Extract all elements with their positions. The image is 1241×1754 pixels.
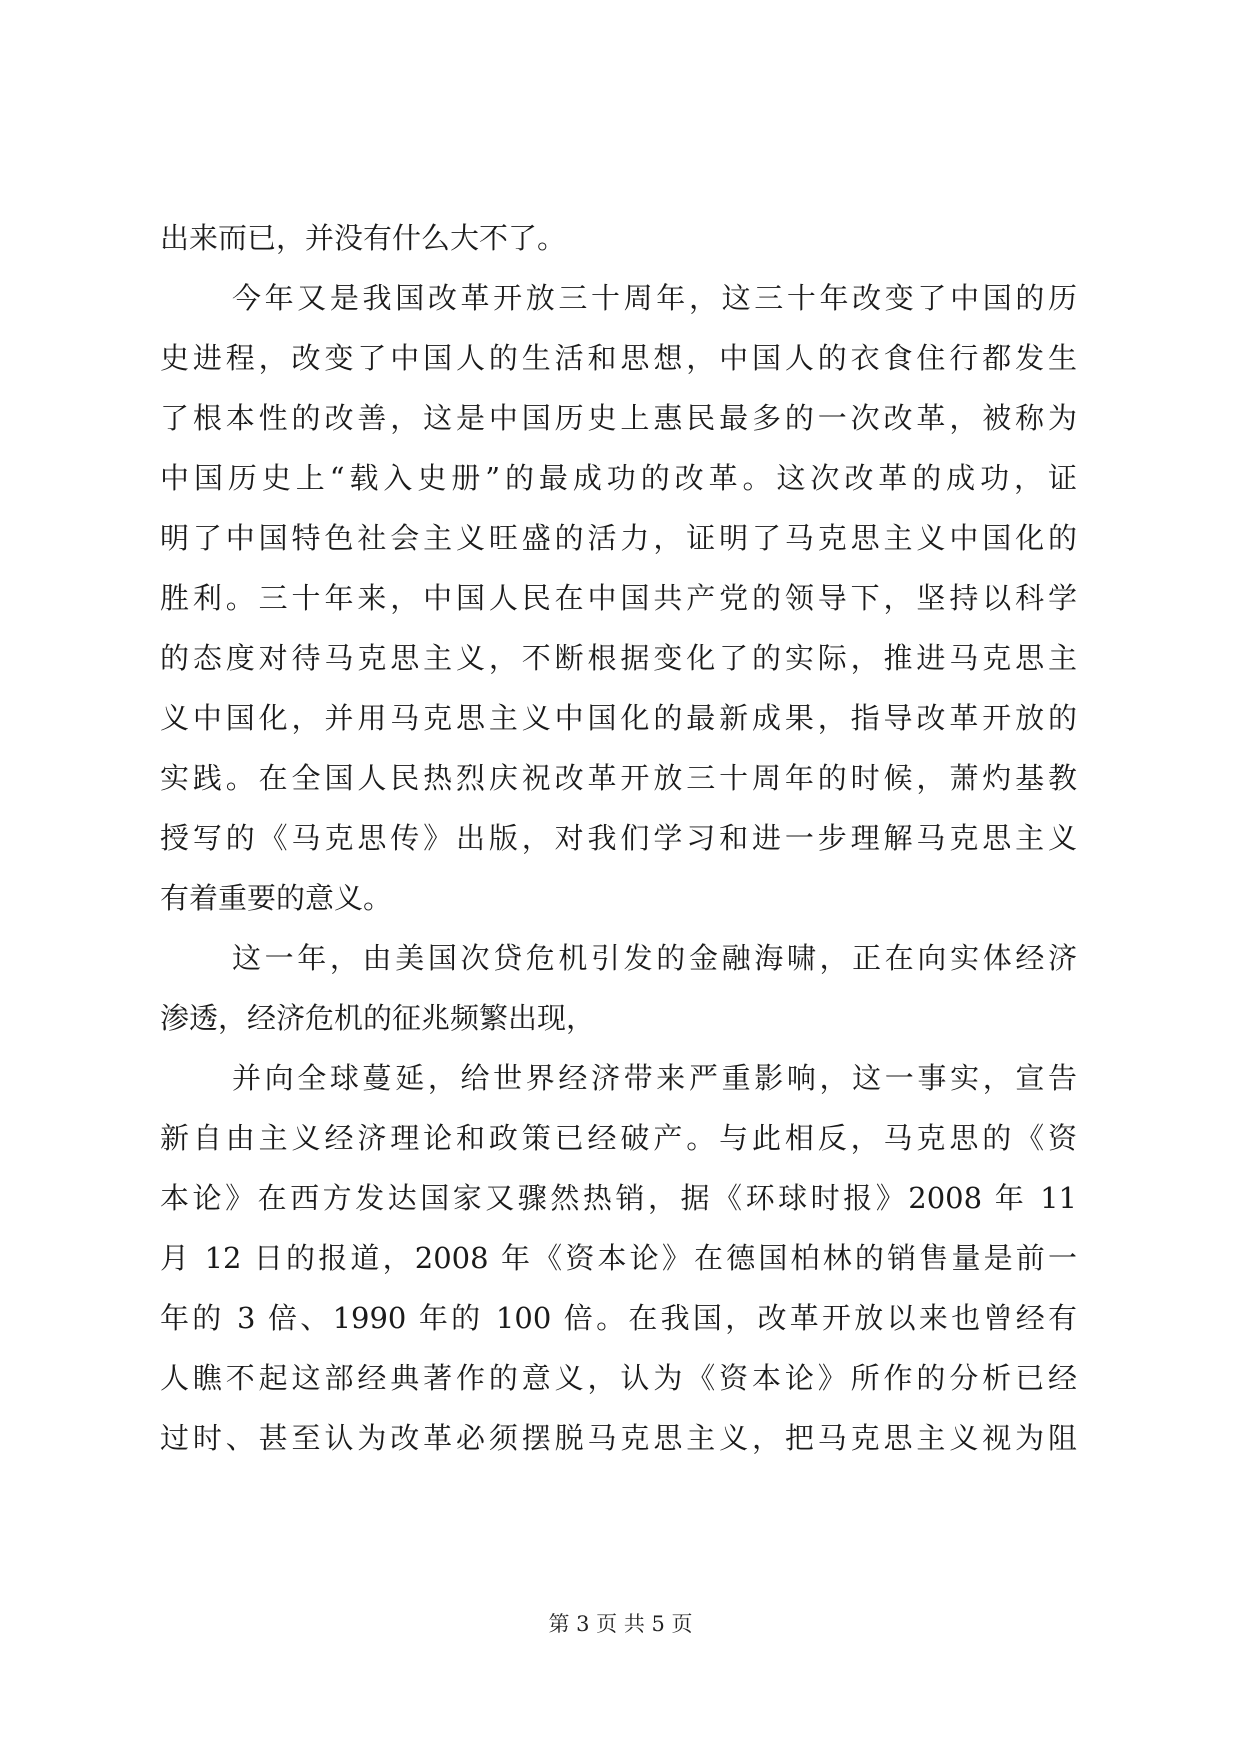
text-line: 义中国化，并用马克思主义中国化的最新成果，指导改革开放的 <box>160 701 1077 735</box>
text-line: 明了中国特色社会主义旺盛的活力，证明了马克思主义中国化的 <box>160 521 1077 555</box>
text-line: 的态度对待马克思主义，不断根据变化了的实际，推进马克思主 <box>160 641 1077 675</box>
page-footer <box>0 1611 1241 1637</box>
text-line: 人瞧不起这部经典著作的意义，认为《资本论》所作的分析已经 <box>160 1361 1077 1395</box>
text-line: 新自由主义经济理论和政策已经破产。与此相反，马克思的《资 <box>160 1121 1077 1155</box>
page-number-label: 第 3 页 共 5 页 <box>548 1612 693 1636</box>
text-line: 本论》在西方发达国家又骤然热销，据《环球时报》2008 年 11 <box>160 1181 1077 1215</box>
text-line: 实践。在全国人民热烈庆祝改革开放三十周年的时候，萧灼基教 <box>160 761 1077 795</box>
text-line: 过时、甚至认为改革必须摆脱马克思主义，把马克思主义视为阻 <box>160 1421 1077 1455</box>
text-line: 年的 3 倍、1990 年的 100 倍。在我国，改革开放以来也曾经有 <box>160 1301 1077 1335</box>
text-line: 授写的《马克思传》出版，对我们学习和进一步理解马克思主义 <box>160 821 1077 855</box>
text-line: 今年又是我国改革开放三十周年，这三十年改变了中国的历 <box>232 281 1077 315</box>
text-line: 了根本性的改善，这是中国历史上惠民最多的一次改革，被称为 <box>160 401 1077 435</box>
text-line: 有着重要的意义。 <box>160 881 393 915</box>
text-line: 胜利。三十年来，中国人民在中国共产党的领导下，坚持以科学 <box>160 581 1077 615</box>
text-line: 中国历史上“载入史册”的最成功的改革。这次改革的成功，证 <box>160 461 1077 495</box>
text-line: 这一年，由美国次贷危机引发的金融海啸，正在向实体经济 <box>232 941 1077 975</box>
text-line: 渗透，经济危机的征兆频繁出现， <box>160 1001 596 1035</box>
text-line: 并向全球蔓延，给世界经济带来严重影响，这一事实，宣告 <box>232 1061 1077 1095</box>
text-line: 史进程，改变了中国人的生活和思想，中国人的衣食住行都发生 <box>160 341 1077 375</box>
text-line: 出来而已，并没有什么大不了。 <box>160 221 567 255</box>
text-line: 月 12 日的报道，2008 年《资本论》在德国柏林的销售量是前一 <box>160 1241 1077 1275</box>
